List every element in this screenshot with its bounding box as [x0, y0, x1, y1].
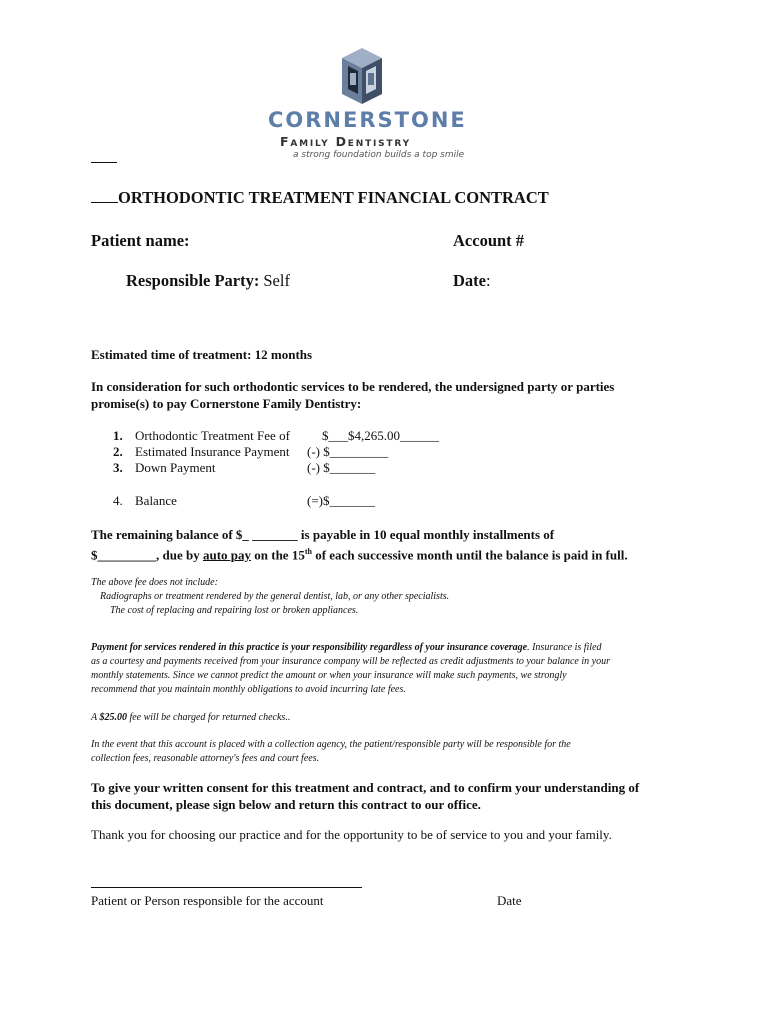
logo-subtitle: Family Dentistry — [280, 134, 411, 149]
item-label: Orthodontic Treatment Fee of — [135, 428, 290, 443]
list-item — [113, 460, 123, 476]
contract-title — [91, 188, 549, 208]
consideration-line2: promise(s) to pay Cornerstone Family Dentistry: — [91, 396, 362, 411]
title-text: ORTHODONTIC TREATMENT FINANCIAL CONTRACT — [118, 188, 549, 207]
signature-line[interactable] — [91, 887, 362, 888]
list-item — [113, 428, 123, 444]
logo-tagline: a strong foundation builds a top smile — [293, 150, 465, 160]
item-number: 3. — [113, 460, 123, 475]
date-colon: : — [485, 271, 491, 290]
date-label: Date — [453, 271, 486, 290]
logo-name: CORNERSTONE — [268, 108, 467, 132]
exclusions-item1: Radiographs or treatment rendered by the general dentist, lab, or any other specialists. — [100, 591, 450, 602]
ordinal-suffix: th — [304, 547, 312, 556]
consent-line2: this document, please sign below and return this contract to our office. — [91, 797, 481, 812]
responsible-party-row — [126, 271, 290, 291]
returned-suffix: fee will be charged for returned checks.. — [126, 712, 291, 723]
thank-you-text: Thank you for choosing our practice and for the opportunity to be of service to you and your family. — [91, 827, 612, 842]
patient-name-label: Patient name: — [91, 231, 190, 250]
auto-pay-text: auto pay — [202, 547, 252, 563]
item-amount: $___$4,265.00______ — [322, 428, 439, 443]
signature-label: Patient or Person responsible for the account — [91, 893, 324, 908]
exclusions-item2: The cost of replacing and repairing lost or broken appliances. — [110, 605, 359, 616]
account-label: Account # — [453, 231, 525, 250]
returned-prefix: A — [91, 712, 100, 723]
item-amount: (-) $_________ — [307, 444, 389, 459]
consent-line1: To give your written consent for this treatment and contract, and to confirm your understanding of — [91, 780, 640, 795]
payment-policy-line1 — [91, 641, 602, 656]
payment-policy-line2: as a courtesy and payments received from your insurance company will be reflected as credit adjustments to your balance in your — [91, 656, 610, 667]
date-row — [453, 271, 491, 291]
signature-date-label: Date — [497, 893, 522, 908]
estimated-time: Estimated time of treatment: 12 months — [91, 347, 313, 362]
remaining-line2 — [91, 543, 628, 563]
list-item — [113, 493, 123, 509]
short-rule — [91, 162, 117, 163]
exclusions-intro: The above fee does not include: — [91, 577, 218, 588]
item-amount: (=)$_______ — [307, 493, 375, 508]
item-label: Balance — [135, 493, 177, 508]
cornerstone-logo-icon — [338, 44, 386, 108]
item-number: 2. — [113, 444, 123, 459]
payment-policy-line4: recommend that you maintain monthly obligations to avoid incurring late fees. — [91, 684, 406, 695]
consideration-line1: In consideration for such orthodontic services to be rendered, the undersigned party or parties — [91, 379, 615, 394]
responsible-party-value: Self — [263, 271, 290, 290]
title-underline — [91, 190, 118, 203]
list-item — [113, 444, 123, 460]
remaining-text-c: of each successive month until the balance is paid in full. — [311, 547, 628, 563]
collection-line1: In the event that this account is placed with a collection agency, the patient/responsible party will be responsible for the — [91, 739, 571, 750]
returned-checks — [91, 711, 290, 726]
responsible-party-label: Responsible Party: — [126, 271, 260, 290]
collection-line2: collection fees, reasonable attorney's fees and court fees. — [91, 753, 320, 764]
item-amount: (-) $_______ — [307, 460, 376, 475]
item-label: Estimated Insurance Payment — [135, 444, 290, 459]
item-number: 1. — [113, 428, 123, 443]
payment-policy-bold: Payment for services rendered in this practice is your responsibility regardless of your insurance coverage — [91, 642, 528, 653]
item-number: 4. — [113, 493, 123, 508]
remaining-text-a: $_________, due by — [91, 547, 203, 563]
remaining-line1: The remaining balance of $_ _______ is payable in 10 equal monthly installments of — [91, 527, 555, 542]
remaining-text-b: on the 15 — [251, 547, 305, 563]
returned-amount: $25.00 — [99, 712, 127, 723]
payment-policy-rest: . Insurance is filed — [527, 642, 602, 653]
payment-policy-line3: monthly statements. Since we cannot predict the amount or when your insurance will make such payments, we strongly — [91, 670, 567, 681]
item-label: Down Payment — [135, 460, 216, 475]
